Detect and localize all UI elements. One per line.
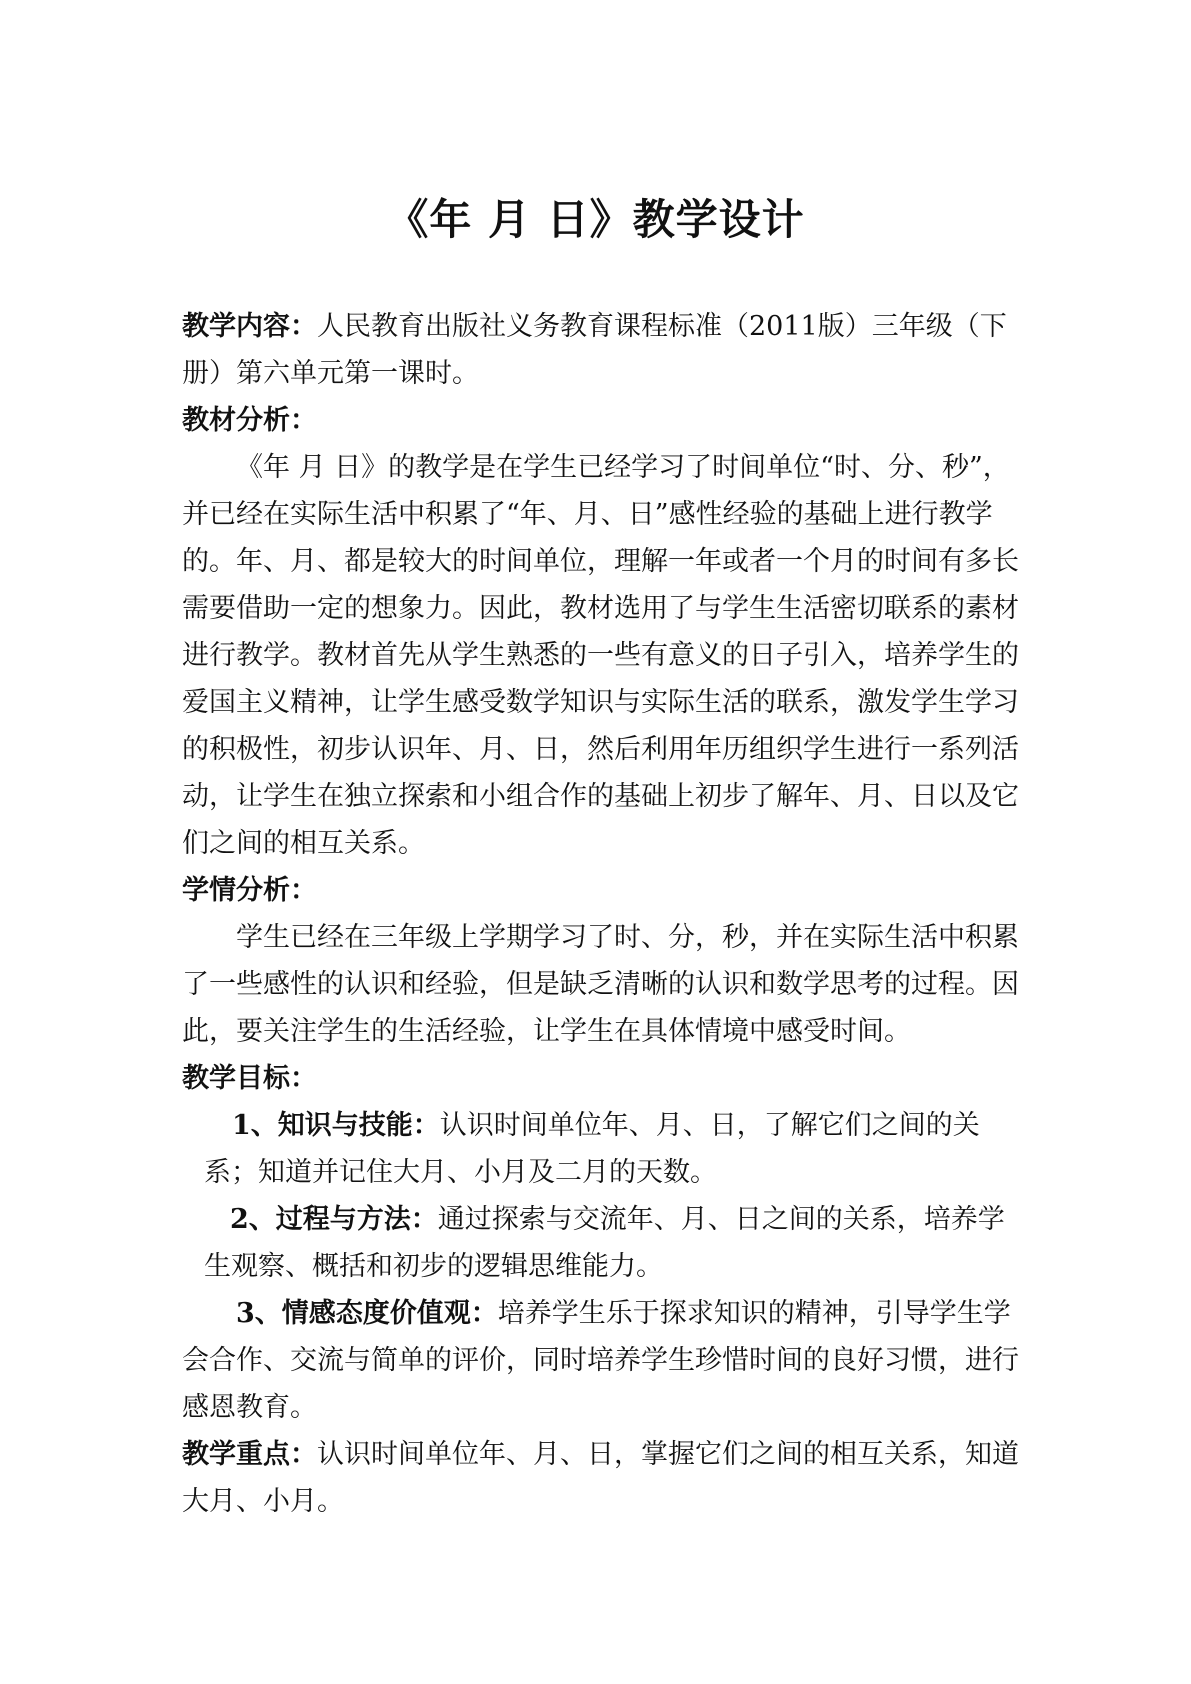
objective-item-process <box>182 1196 1022 1290</box>
key-points-label: 教学重点： <box>182 1439 317 1470</box>
objective-label: 2、过程与方法： <box>230 1204 438 1235</box>
teaching-objectives-heading: 教学目标： <box>182 1063 317 1094</box>
objective-text: 培养学生乐于探求知识的精神，引导学生学会合作、交流与简单的评价，同时培养学生珍惜时间的良好习惯，进行感恩教育。 <box>182 1298 1019 1423</box>
objective-item-knowledge <box>182 1102 1022 1196</box>
objective-text: 认识时间单位年、月、日，了解它们之间的关系；知道并记住大月、小月及二月的天数。 <box>204 1110 980 1188</box>
objective-item-attitude <box>182 1290 1022 1431</box>
key-points-section <box>182 1431 1022 1525</box>
document-body <box>182 303 1022 1525</box>
textbook-analysis-paragraph: 《年 月 日》的教学是在学生已经学习了时间单位“时、分、秒”，并已经在实际生活中积累了“年、月、日”感性经验的基础上进行教学的。年、月、都是较大的时间单位，理解一年或者一个月的时间有多长需要借助一定的想象力。因此，教材选用了与学生生活密切联系的素材进行教学。教材首先从学生熟悉的一些有意义的日子引入，培养学生的爱国主义精神，让学生感受数学知识与实际生活的联系，激发学生学习的积极性，初步认识年、月、日，然后利用年历组织学生进行一系列活动，让学生在独立探索和小组合作的基础上初步了解年、月、日以及它们之间的相互关系。 <box>182 452 1019 859</box>
textbook-analysis-heading: 教材分析： <box>182 405 317 436</box>
teaching-content-section <box>182 303 1022 397</box>
student-analysis-heading: 学情分析： <box>182 875 317 906</box>
key-points-text: 认识时间单位年、月、日，掌握它们之间的相互关系，知道大月、小月。 <box>182 1439 1019 1517</box>
student-analysis-paragraph: 学生已经在三年级上学期学习了时、分，秒，并在实际生活中积累了一些感性的认识和经验，但是缺乏清晰的认识和数学思考的过程。因此，要关注学生的生活经验，让学生在具体情境中感受时间。 <box>182 922 1019 1047</box>
objective-label: 3、情感态度价值观： <box>236 1298 498 1329</box>
document-title: 《年 月 日》教学设计 <box>386 195 805 244</box>
teaching-content-label: 教学内容： <box>182 311 317 342</box>
teaching-content-text: 人民教育出版社义务教育课程标准（2011版）三年级（下册）第六单元第一课时。 <box>182 311 1007 389</box>
objective-text: 通过探索与交流年、月、日之间的关系，培养学生观察、概括和初步的逻辑思维能力。 <box>204 1204 1005 1282</box>
objective-label: 1、知识与技能： <box>232 1110 440 1141</box>
